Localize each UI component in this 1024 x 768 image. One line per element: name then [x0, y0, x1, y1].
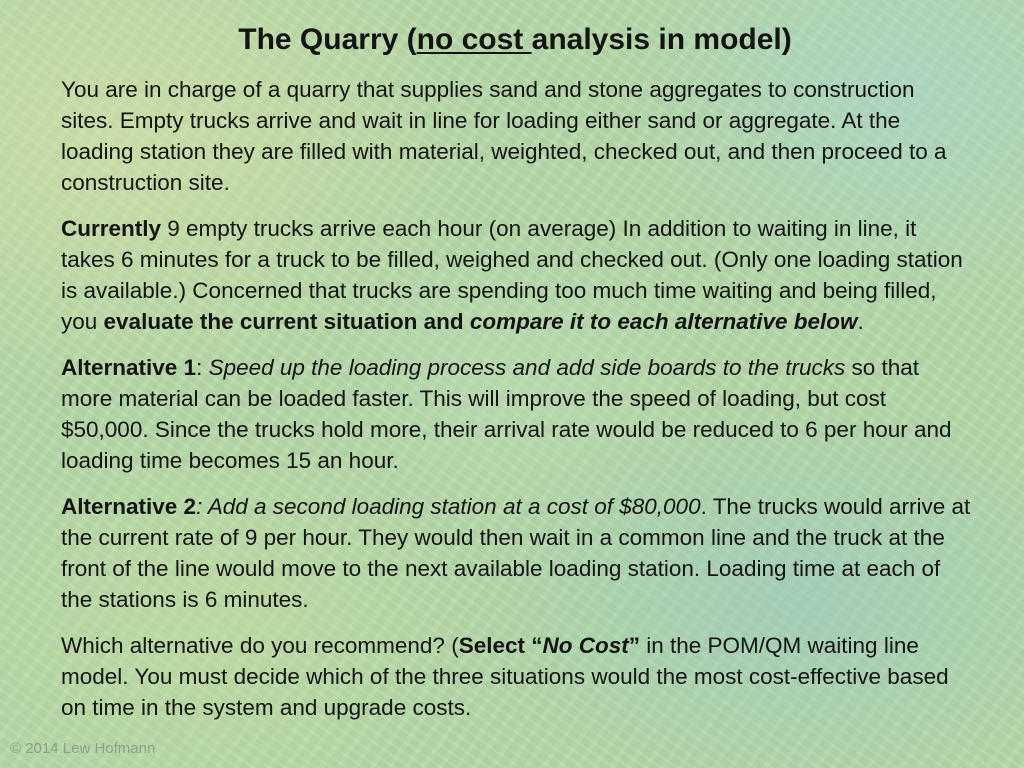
title-suffix: analysis in model): [531, 23, 792, 56]
alternative-1-label: Alternative 1: [61, 355, 197, 380]
current-end: .: [857, 309, 864, 334]
question-no-cost: No Cost: [542, 633, 629, 658]
question-select: Select “: [458, 633, 543, 658]
question-text-2: in the POM/QM waiting line model. You must decide which of the three situations would the most cost-effective based on time in the system and upgrade costs.: [61, 633, 949, 720]
slide-body: [61, 74, 973, 738]
current-bold: evaluate the current situation and: [103, 309, 470, 334]
alternative-1-paragraph: [61, 352, 973, 476]
alternative-2-label: Alternative 2: [61, 494, 197, 519]
title-prefix: The Quarry (: [238, 23, 417, 56]
title-underlined: no cost: [416, 23, 532, 56]
alternative-1-text: so that more material can be loaded faster. This will improve the speed of loading, but cost $50,000. Since the trucks hold more, their arrival rate would be reduced to 6 per hour and loading time becomes 15 an hour.: [61, 355, 952, 473]
slide-title: [0, 22, 1024, 58]
alternative-2-paragraph: [61, 491, 973, 615]
copyright-footer: © 2014 Lew Hofmann: [10, 740, 156, 757]
intro-text: You are in charge of a quarry that supplies sand and stone aggregates to construction sites. Empty trucks arrive and wait in line for loading either sand or aggregate. At the loading station they are filled with material, weighted, checked out, and then proceed to a construction site.: [61, 77, 947, 195]
alternative-1-italic: Speed up the loading process and add side boards to the trucks: [208, 355, 846, 380]
intro-paragraph: [61, 74, 973, 198]
alternative-2-text: . The trucks would arrive at the current rate of 9 per hour. They would then wait in a common line and the truck at the front of the line would move to the next available loading station. Loading time at each of the stations is 6 minutes.: [61, 494, 971, 612]
current-label: Currently: [61, 216, 162, 241]
alternative-1-colon: :: [196, 355, 209, 380]
question-paragraph: [61, 630, 973, 723]
current-paragraph: [61, 213, 973, 337]
current-text: 9 empty trucks arrive each hour (on average) In addition to waiting in line, it takes 6 minutes for a truck to be filled, weighed and checked out. (Only one loading station is available.) Concerned that trucks are spending too much time waiting and being filled, you: [61, 216, 963, 334]
question-quote: ”: [628, 633, 640, 658]
alternative-2-italic: : Add a second loading station at a cost of $80,000: [196, 494, 701, 519]
current-bold-italic: compare it to each alternative below: [469, 309, 858, 334]
question-text-1: Which alternative do you recommend? (: [61, 633, 459, 658]
